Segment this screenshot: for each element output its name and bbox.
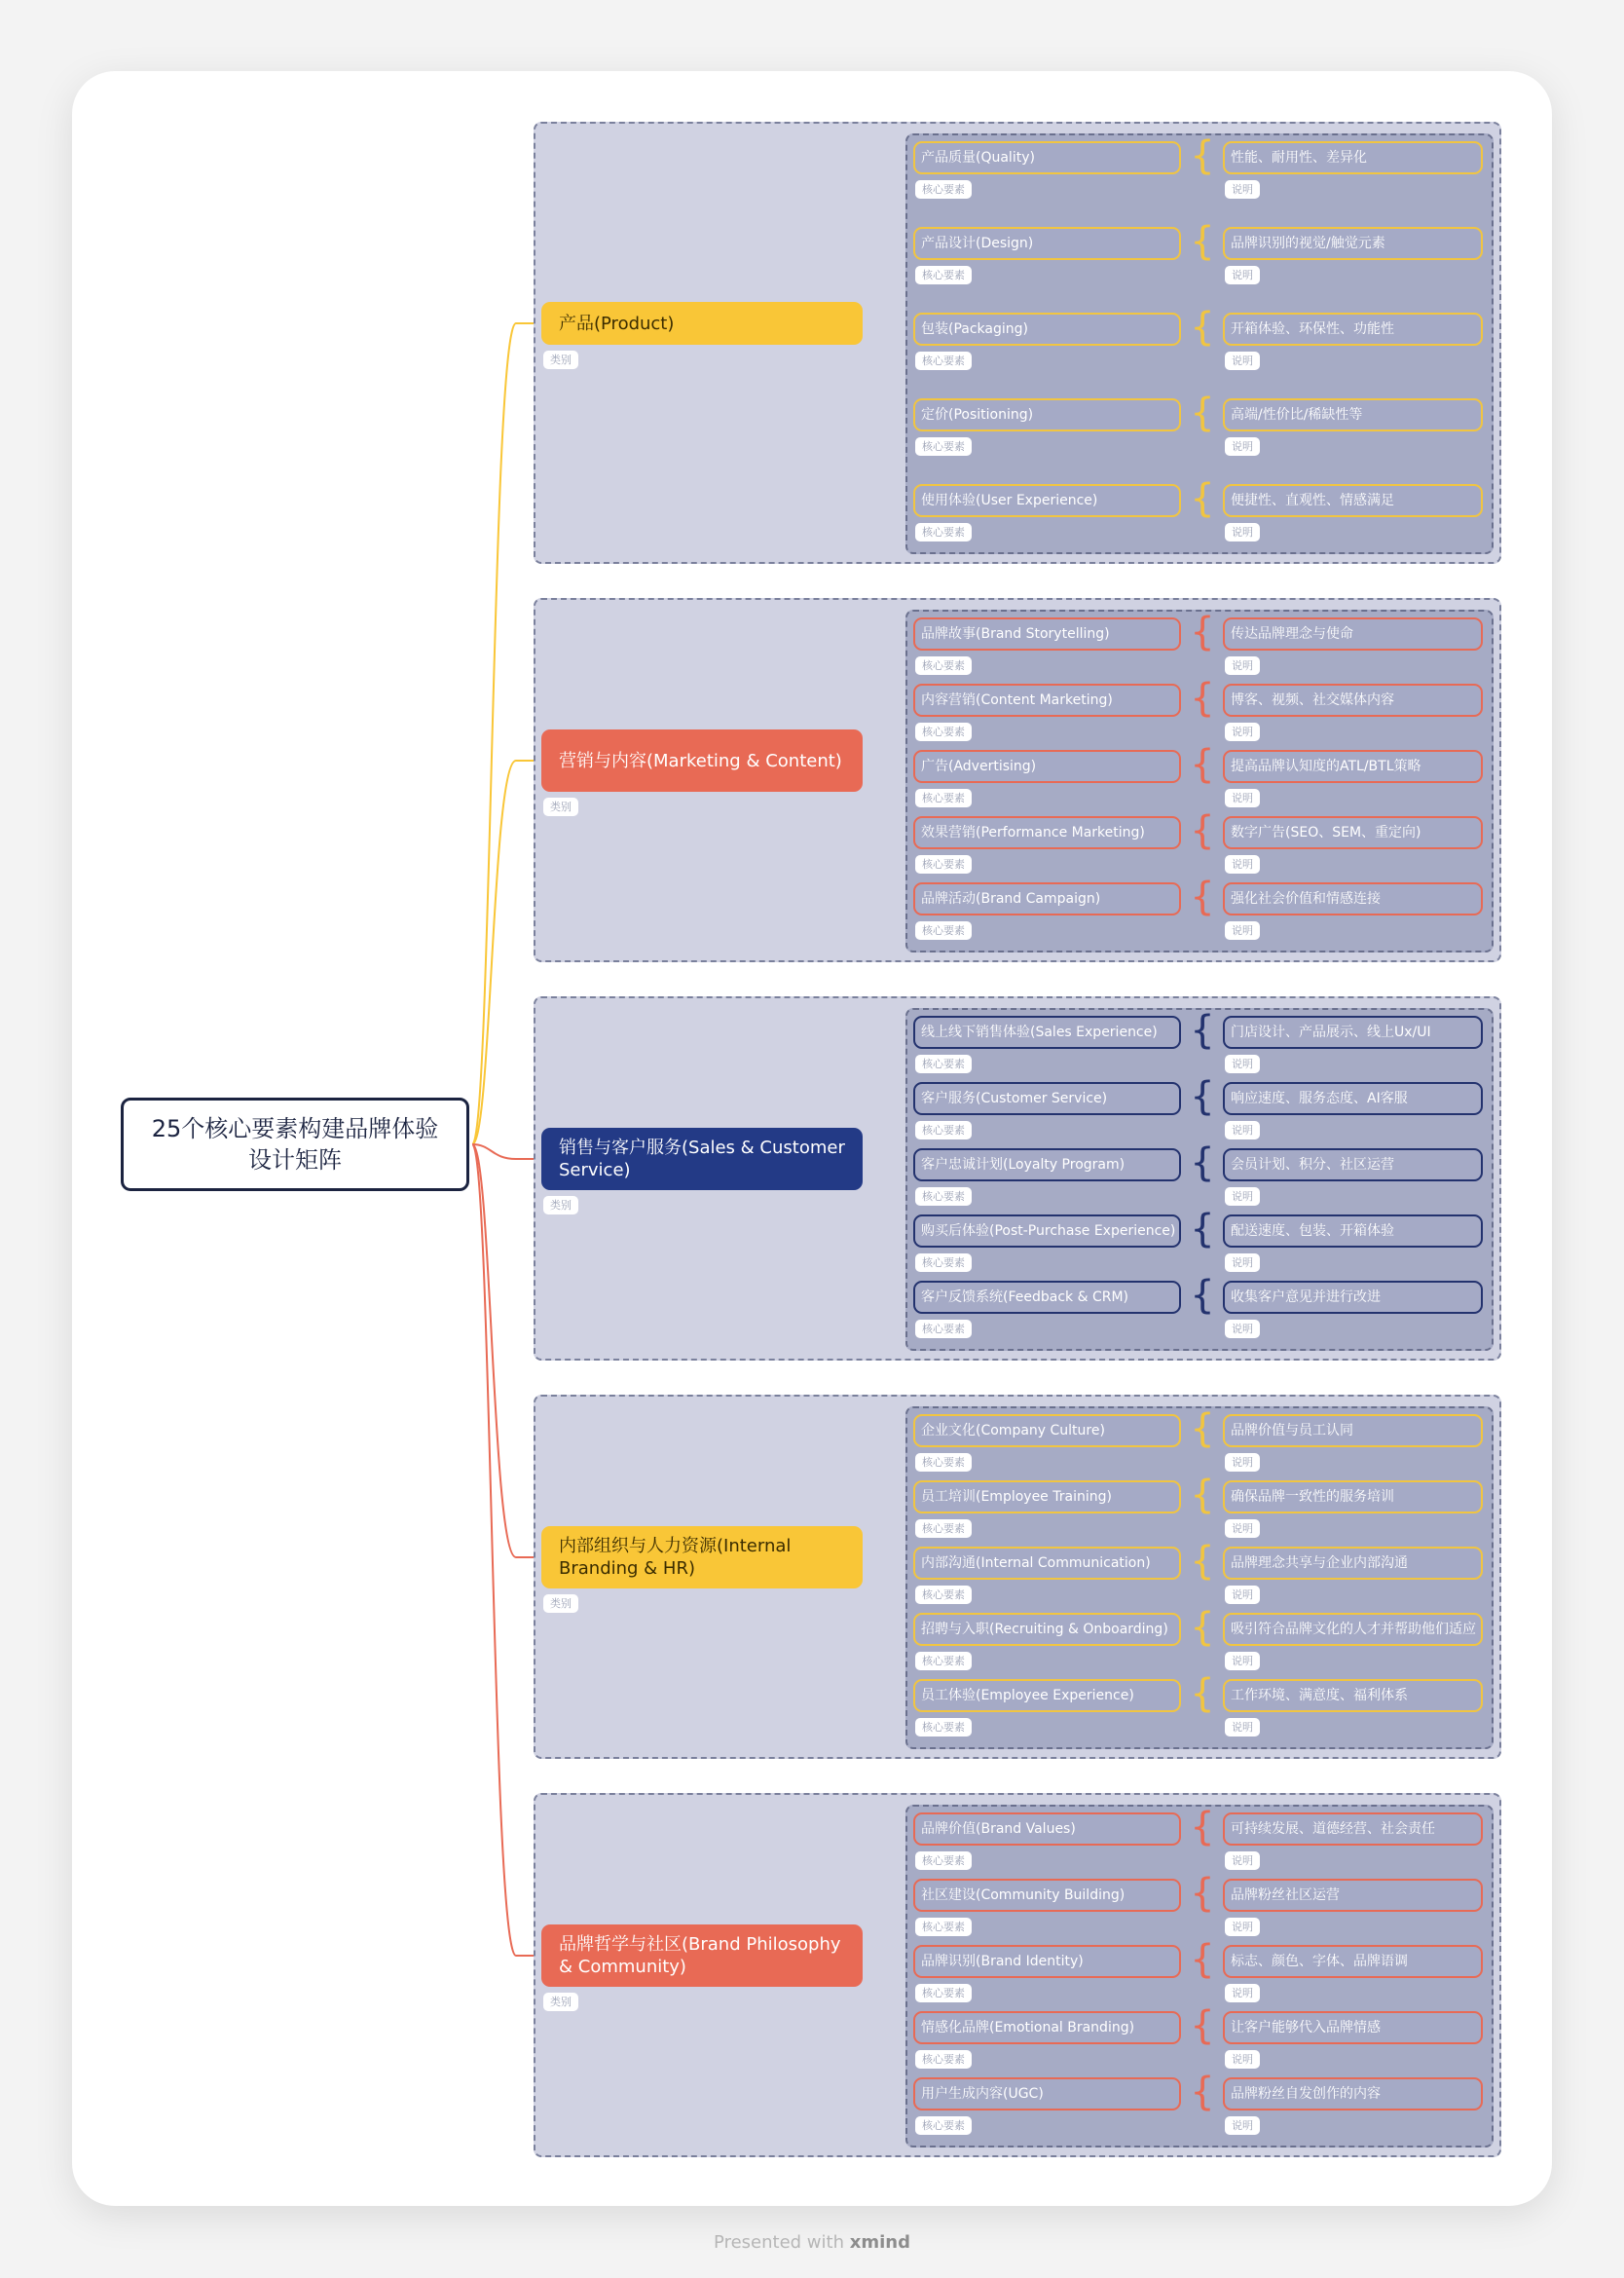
brace-icon: { bbox=[1190, 1937, 1215, 1982]
element-tag: 核心要素 bbox=[915, 1253, 972, 1272]
description-tag: 说明 bbox=[1225, 2050, 1260, 2069]
element-node[interactable]: 内部沟通(Internal Communication) bbox=[913, 1547, 1181, 1580]
brace-icon: { bbox=[1190, 1605, 1215, 1650]
element-tag: 核心要素 bbox=[915, 2116, 972, 2135]
brace-icon: { bbox=[1190, 808, 1215, 853]
element-node[interactable]: 效果营销(Performance Marketing) bbox=[913, 816, 1181, 849]
element-tag: 核心要素 bbox=[915, 921, 972, 940]
description-node[interactable]: 吸引符合品牌文化的人才并帮助他们适应 bbox=[1223, 1613, 1483, 1646]
brace-icon: { bbox=[1190, 610, 1215, 654]
element-tag: 核心要素 bbox=[915, 437, 972, 456]
element-node[interactable]: 产品质量(Quality) bbox=[913, 141, 1181, 174]
description-node[interactable]: 品牌粉丝自发创作的内容 bbox=[1223, 2077, 1483, 2110]
description-node[interactable]: 品牌识别的视觉/触觉元素 bbox=[1223, 227, 1483, 260]
brace-icon: { bbox=[1190, 133, 1215, 178]
brace-icon: { bbox=[1190, 1008, 1215, 1053]
description-tag: 说明 bbox=[1225, 2116, 1260, 2135]
element-tag: 核心要素 bbox=[915, 352, 972, 370]
description-node[interactable]: 传达品牌理念与使命 bbox=[1223, 617, 1483, 651]
element-tag: 核心要素 bbox=[915, 523, 972, 541]
description-node[interactable]: 响应速度、服务态度、AI客服 bbox=[1223, 1082, 1483, 1115]
element-tag: 核心要素 bbox=[915, 723, 972, 741]
element-tag: 核心要素 bbox=[915, 1519, 972, 1538]
element-node[interactable]: 企业文化(Company Culture) bbox=[913, 1414, 1181, 1447]
category-node[interactable]: 产品(Product) bbox=[541, 302, 863, 345]
category-node[interactable]: 品牌哲学与社区(Brand Philosophy & Community) bbox=[541, 1924, 863, 1987]
element-tag: 核心要素 bbox=[915, 1121, 972, 1139]
description-node[interactable]: 标志、颜色、字体、品牌语调 bbox=[1223, 1945, 1483, 1978]
description-tag: 说明 bbox=[1225, 656, 1260, 675]
brace-icon: { bbox=[1190, 2070, 1215, 2114]
element-node[interactable]: 客户忠诚计划(Loyalty Program) bbox=[913, 1148, 1181, 1181]
brace-icon: { bbox=[1190, 1805, 1215, 1849]
element-node[interactable]: 定价(Positioning) bbox=[913, 398, 1181, 431]
element-node[interactable]: 招聘与入职(Recruiting & Onboarding) bbox=[913, 1613, 1181, 1646]
element-tag: 核心要素 bbox=[915, 1453, 972, 1472]
description-tag: 说明 bbox=[1225, 1121, 1260, 1139]
footer-brand: xmind bbox=[849, 2232, 910, 2253]
brace-icon: { bbox=[1190, 1406, 1215, 1451]
description-node[interactable]: 博客、视频、社交媒体内容 bbox=[1223, 684, 1483, 717]
description-tag: 说明 bbox=[1225, 1187, 1260, 1206]
description-tag: 说明 bbox=[1225, 1851, 1260, 1870]
element-node[interactable]: 购买后体验(Post-Purchase Experience) bbox=[913, 1214, 1181, 1248]
element-node[interactable]: 员工培训(Employee Training) bbox=[913, 1480, 1181, 1513]
brace-icon: { bbox=[1190, 676, 1215, 721]
brace-icon: { bbox=[1190, 219, 1215, 264]
element-tag: 核心要素 bbox=[915, 1652, 972, 1670]
element-tag: 核心要素 bbox=[915, 656, 972, 675]
description-node[interactable]: 收集客户意见并进行改进 bbox=[1223, 1281, 1483, 1314]
description-tag: 说明 bbox=[1225, 1918, 1260, 1936]
element-node[interactable]: 客户服务(Customer Service) bbox=[913, 1082, 1181, 1115]
description-tag: 说明 bbox=[1225, 437, 1260, 456]
description-node[interactable]: 开箱体验、环保性、功能性 bbox=[1223, 313, 1483, 346]
brace-icon: { bbox=[1190, 742, 1215, 787]
brace-icon: { bbox=[1190, 305, 1215, 350]
footer-credit bbox=[0, 2232, 1624, 2253]
element-node[interactable]: 社区建设(Community Building) bbox=[913, 1879, 1181, 1912]
description-node[interactable]: 性能、耐用性、差异化 bbox=[1223, 141, 1483, 174]
description-node[interactable]: 品牌价值与员工认同 bbox=[1223, 1414, 1483, 1447]
element-tag: 核心要素 bbox=[915, 1055, 972, 1073]
category-node[interactable]: 营销与内容(Marketing & Content) bbox=[541, 729, 863, 792]
footer-prefix: Presented with bbox=[714, 2232, 844, 2253]
brace-icon: { bbox=[1190, 1273, 1215, 1318]
description-node[interactable]: 品牌理念共享与企业内部沟通 bbox=[1223, 1547, 1483, 1580]
category-tag: 类别 bbox=[543, 798, 578, 816]
element-node[interactable]: 内容营销(Content Marketing) bbox=[913, 684, 1181, 717]
element-tag: 核心要素 bbox=[915, 180, 972, 199]
brace-icon: { bbox=[1190, 1473, 1215, 1517]
description-tag: 说明 bbox=[1225, 266, 1260, 284]
element-tag: 核心要素 bbox=[915, 266, 972, 284]
category-tag: 类别 bbox=[543, 351, 578, 369]
element-tag: 核心要素 bbox=[915, 855, 972, 874]
description-node[interactable]: 配送速度、包装、开箱体验 bbox=[1223, 1214, 1483, 1248]
description-node[interactable]: 高端/性价比/稀缺性等 bbox=[1223, 398, 1483, 431]
brace-icon: { bbox=[1190, 1207, 1215, 1251]
description-node[interactable]: 工作环境、满意度、福利体系 bbox=[1223, 1679, 1483, 1712]
description-node[interactable]: 数字广告(SEO、SEM、重定向) bbox=[1223, 816, 1483, 849]
description-tag: 说明 bbox=[1225, 1984, 1260, 2002]
brace-icon: { bbox=[1190, 2003, 1215, 2048]
description-tag: 说明 bbox=[1225, 1718, 1260, 1737]
brace-icon: { bbox=[1190, 1871, 1215, 1916]
element-node[interactable]: 使用体验(User Experience) bbox=[913, 484, 1181, 517]
element-node[interactable]: 产品设计(Design) bbox=[913, 227, 1181, 260]
element-node[interactable]: 品牌识别(Brand Identity) bbox=[913, 1945, 1181, 1978]
description-tag: 说明 bbox=[1225, 352, 1260, 370]
description-node[interactable]: 提高品牌认知度的ATL/BTL策略 bbox=[1223, 750, 1483, 783]
category-tag: 类别 bbox=[543, 1594, 578, 1613]
description-tag: 说明 bbox=[1225, 1586, 1260, 1604]
element-node[interactable]: 品牌故事(Brand Storytelling) bbox=[913, 617, 1181, 651]
description-tag: 说明 bbox=[1225, 1253, 1260, 1272]
description-tag: 说明 bbox=[1225, 921, 1260, 940]
element-tag: 核心要素 bbox=[915, 1187, 972, 1206]
element-tag: 核心要素 bbox=[915, 2050, 972, 2069]
category-node[interactable]: 销售与客户服务(Sales & Customer Service) bbox=[541, 1128, 863, 1190]
element-tag: 核心要素 bbox=[915, 1320, 972, 1338]
description-node[interactable]: 会员计划、积分、社区运营 bbox=[1223, 1148, 1483, 1181]
brace-icon: { bbox=[1190, 1539, 1215, 1584]
element-tag: 核心要素 bbox=[915, 1586, 972, 1604]
brace-icon: { bbox=[1190, 391, 1215, 435]
element-node[interactable]: 包装(Packaging) bbox=[913, 313, 1181, 346]
element-node[interactable]: 员工体验(Employee Experience) bbox=[913, 1679, 1181, 1712]
description-tag: 说明 bbox=[1225, 523, 1260, 541]
description-node[interactable]: 可持续发展、道德经营、社会责任 bbox=[1223, 1812, 1483, 1846]
element-node[interactable]: 情感化品牌(Emotional Branding) bbox=[913, 2011, 1181, 2044]
description-node[interactable]: 品牌粉丝社区运营 bbox=[1223, 1879, 1483, 1912]
description-node[interactable]: 确保品牌一致性的服务培训 bbox=[1223, 1480, 1483, 1513]
description-tag: 说明 bbox=[1225, 180, 1260, 199]
description-node[interactable]: 便捷性、直观性、情感满足 bbox=[1223, 484, 1483, 517]
element-tag: 核心要素 bbox=[915, 789, 972, 807]
brace-icon: { bbox=[1190, 476, 1215, 521]
element-tag: 核心要素 bbox=[915, 1718, 972, 1737]
description-tag: 说明 bbox=[1225, 1652, 1260, 1670]
description-tag: 说明 bbox=[1225, 1453, 1260, 1472]
element-node[interactable]: 线上线下销售体验(Sales Experience) bbox=[913, 1016, 1181, 1049]
element-node[interactable]: 品牌价值(Brand Values) bbox=[913, 1812, 1181, 1846]
category-tag: 类别 bbox=[543, 1196, 578, 1214]
brace-icon: { bbox=[1190, 875, 1215, 919]
element-tag: 核心要素 bbox=[915, 1918, 972, 1936]
description-tag: 说明 bbox=[1225, 1519, 1260, 1538]
description-tag: 说明 bbox=[1225, 789, 1260, 807]
element-node[interactable]: 品牌活动(Brand Campaign) bbox=[913, 882, 1181, 915]
element-node[interactable]: 广告(Advertising) bbox=[913, 750, 1181, 783]
description-node[interactable]: 强化社会价值和情感连接 bbox=[1223, 882, 1483, 915]
element-node[interactable]: 客户反馈系统(Feedback & CRM) bbox=[913, 1281, 1181, 1314]
central-topic[interactable]: 25个核心要素构建品牌体验设计矩阵 bbox=[121, 1098, 469, 1191]
description-tag: 说明 bbox=[1225, 855, 1260, 874]
element-tag: 核心要素 bbox=[915, 1984, 972, 2002]
description-tag: 说明 bbox=[1225, 723, 1260, 741]
description-tag: 说明 bbox=[1225, 1055, 1260, 1073]
element-tag: 核心要素 bbox=[915, 1851, 972, 1870]
element-node[interactable]: 用户生成内容(UGC) bbox=[913, 2077, 1181, 2110]
description-tag: 说明 bbox=[1225, 1320, 1260, 1338]
category-node[interactable]: 内部组织与人力资源(Internal Branding & HR) bbox=[541, 1526, 863, 1588]
brace-icon: { bbox=[1190, 1140, 1215, 1185]
description-node[interactable]: 门店设计、产品展示、线上Ux/UI bbox=[1223, 1016, 1483, 1049]
category-tag: 类别 bbox=[543, 1993, 578, 2011]
brace-icon: { bbox=[1190, 1671, 1215, 1716]
brace-icon: { bbox=[1190, 1074, 1215, 1119]
description-node[interactable]: 让客户能够代入品牌情感 bbox=[1223, 2011, 1483, 2044]
